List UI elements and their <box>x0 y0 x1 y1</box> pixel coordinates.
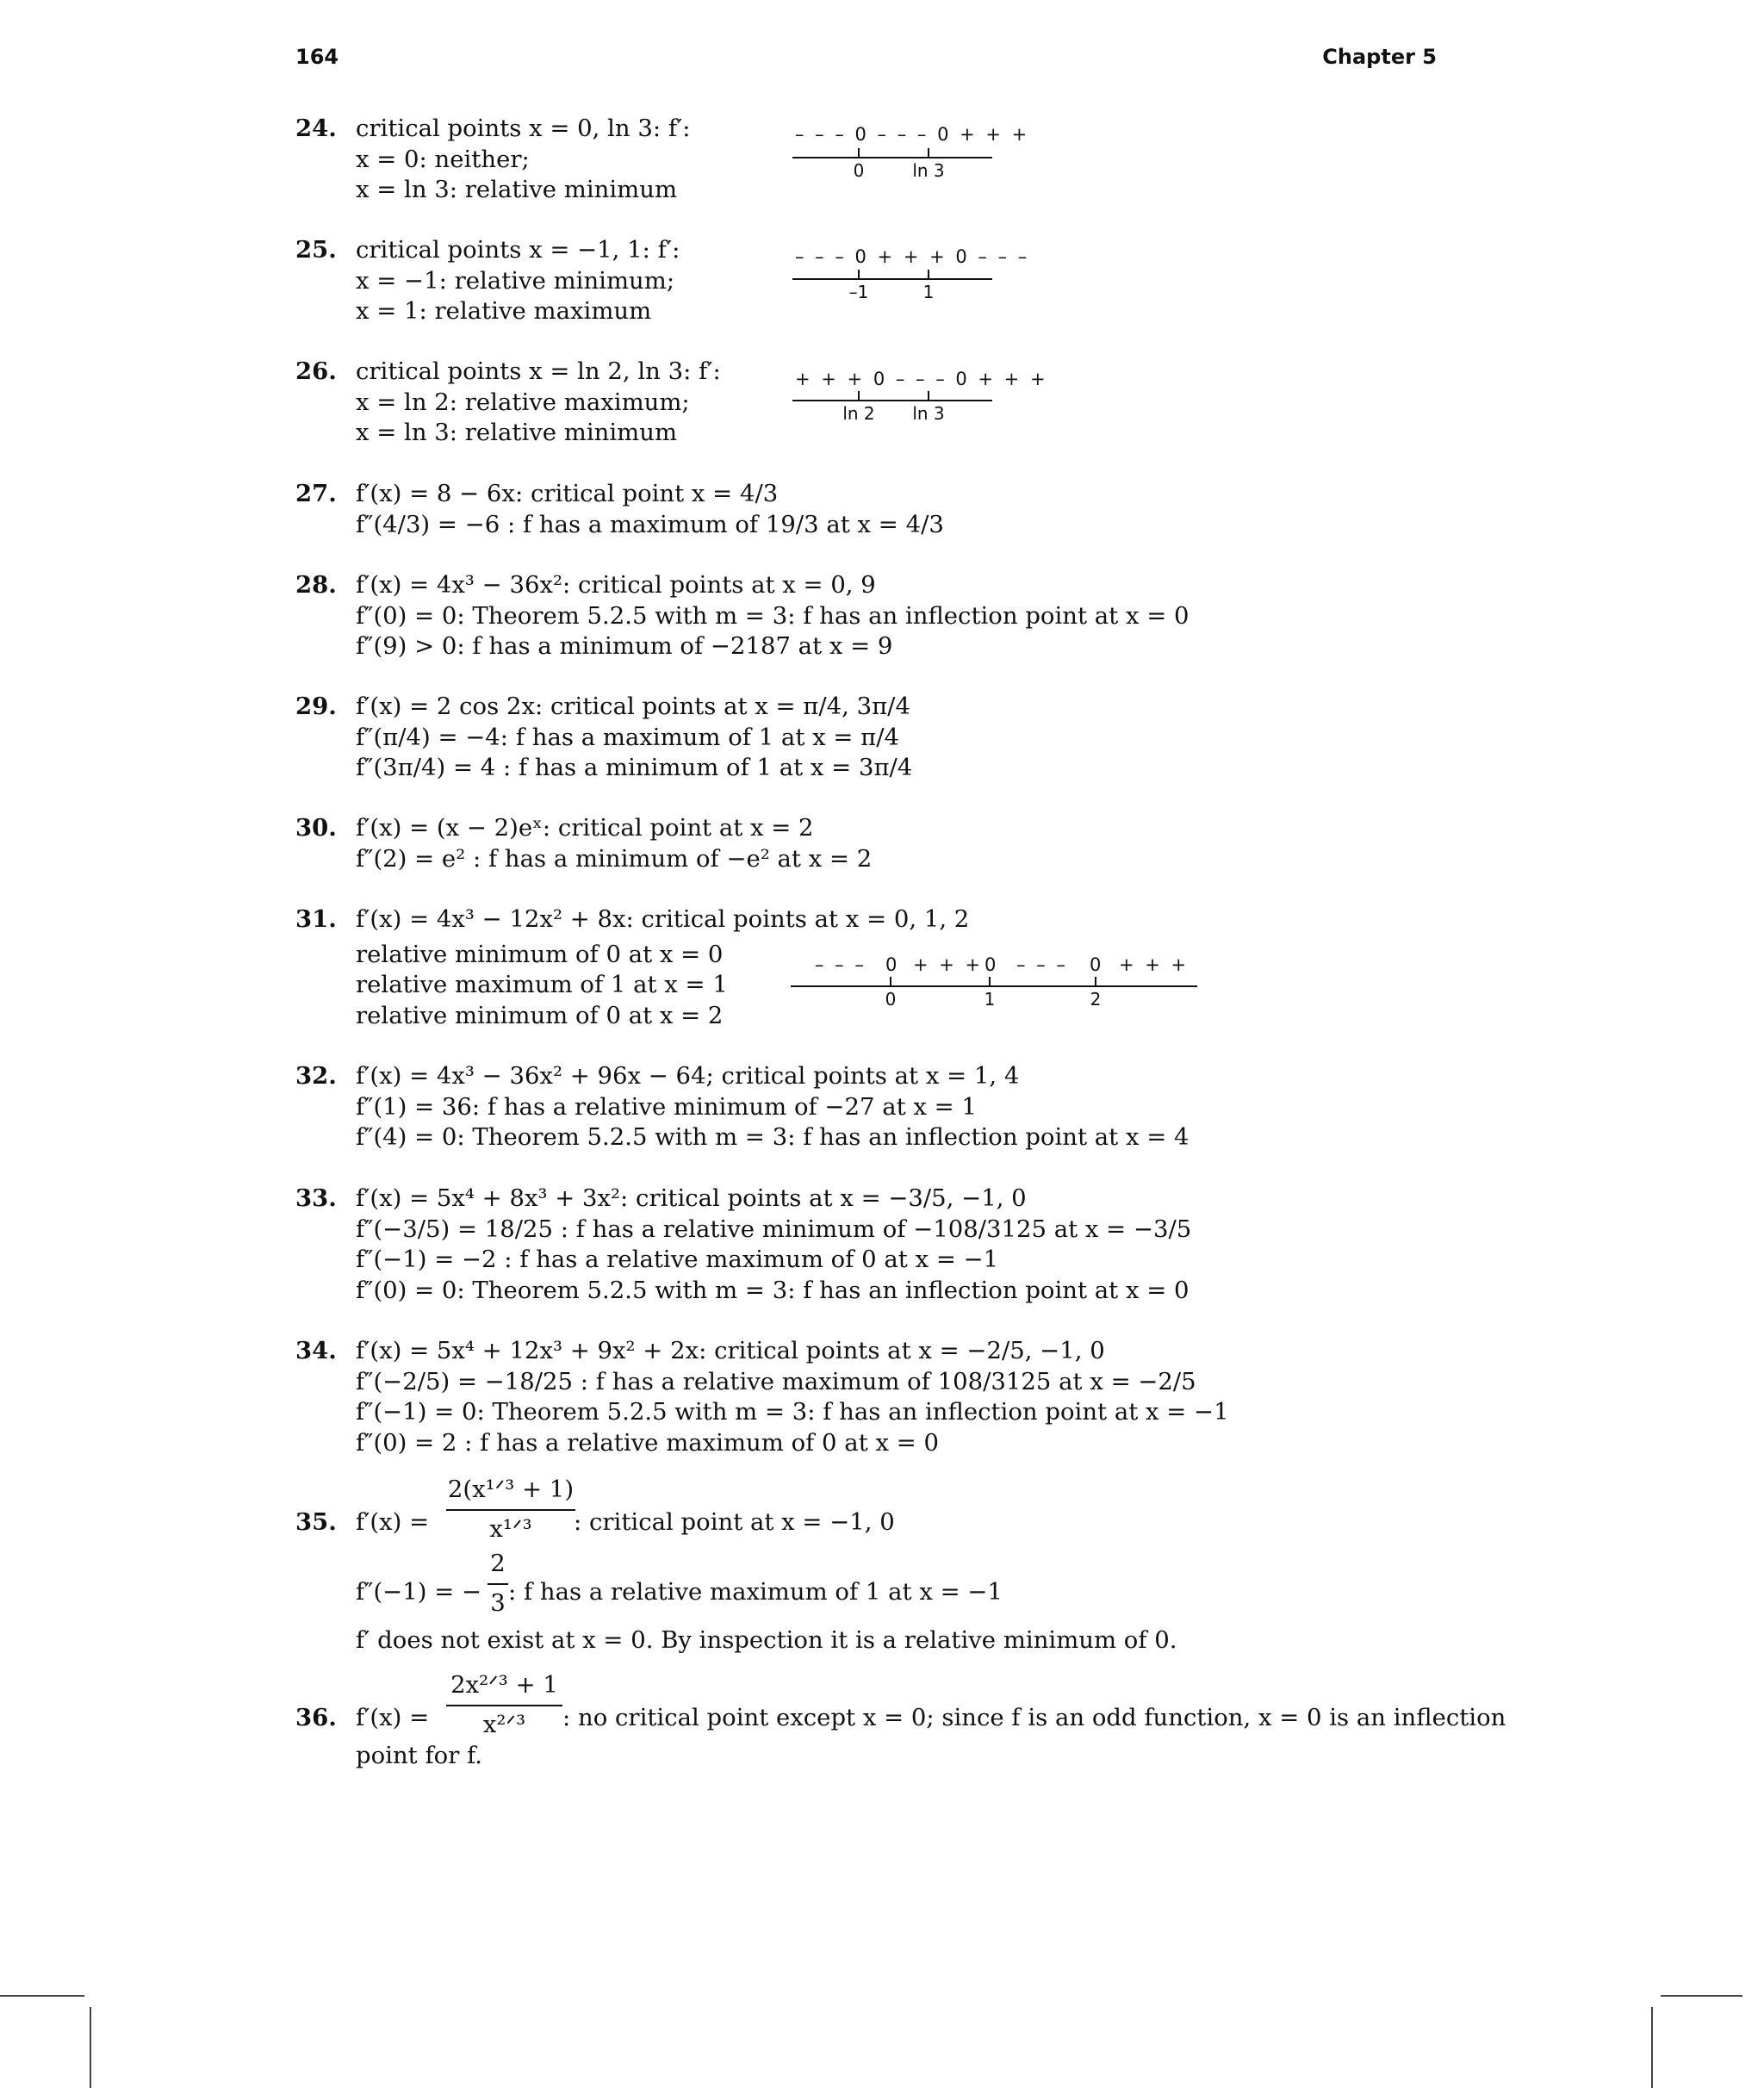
number-line <box>792 400 992 401</box>
problem-number: 28. <box>295 571 337 599</box>
tick-label: ln 3 <box>912 160 945 181</box>
problem-text <box>356 235 680 327</box>
problem-line: f′(x) = 4x³ − 36x² + 96x − 64; critical points at x = 1, 4 <box>356 1062 1020 1090</box>
problem-line: f′(x) = (x − 2)eˣ: critical point at x = 2 <box>356 814 814 842</box>
problem-line: f″(4) = 0: Theorem 5.2.5 with m = 3: f has an inflection point at x = 4 <box>356 1123 1189 1151</box>
page-header <box>295 45 1437 79</box>
problem-line: f″(−3/5) = 18/25 : f has a relative minimum of −108/3125 at x = −3/5 <box>356 1215 1192 1243</box>
problem-number: 26. <box>295 357 337 385</box>
tick-mark <box>989 977 991 987</box>
fraction-bar <box>446 1509 575 1511</box>
fraction-bar <box>446 1705 562 1706</box>
fraction-denominator: x²ᐟ³ <box>482 1710 526 1738</box>
problem-line: relative maximum of 1 at x = 1 <box>356 971 728 998</box>
tick-label: 1 <box>984 989 996 1010</box>
problem-text <box>356 114 691 206</box>
problem-line: : f has a relative maximum of 1 at x = −1 <box>508 1578 1003 1606</box>
problem-number: 25. <box>295 236 337 264</box>
problem-line: f′(x) = 8 − 6x: critical point x = 4/3 <box>356 480 779 507</box>
problem-number: 31. <box>295 905 337 933</box>
problem-text <box>356 813 872 874</box>
problem-line: : critical point at x = −1, 0 <box>574 1508 895 1536</box>
problem-line: f′(x) = 5x⁴ + 12x³ + 9x² + 2x: critical points at x = −2/5, −1, 0 <box>356 1337 1105 1364</box>
problem-line: relative minimum of 0 at x = 0 <box>356 940 724 968</box>
problem-line: f″(1) = 36: f has a relative minimum of −27 at x = 1 <box>356 1092 977 1121</box>
problem-number: 34. <box>295 1337 337 1364</box>
tick-mark <box>858 391 860 401</box>
fraction-denominator: x¹ᐟ³ <box>489 1514 532 1543</box>
problem-line: x = ln 3: relative minimum <box>356 419 678 446</box>
fraction-numerator: 2x²ᐟ³ + 1 <box>450 1671 558 1699</box>
sign-chart-25 <box>792 243 1030 303</box>
tick-label: 0 <box>885 989 897 1010</box>
crop-mark <box>90 2007 91 2088</box>
problem-number: 33. <box>295 1184 337 1212</box>
problem-line: f″(9) > 0: f has a minimum of −2187 at x = 9 <box>356 632 893 660</box>
page-number: 164 <box>295 45 339 69</box>
derivative-lhs: f′(x) = <box>356 1508 430 1536</box>
fraction <box>446 1475 575 1544</box>
crop-mark <box>0 1995 84 1997</box>
problem-line: x = 0: neither; <box>356 145 530 173</box>
tick-label: –1 <box>848 282 869 302</box>
problem-line: f″(0) = 0: Theorem 5.2.5 with m = 3: f has an inflection point at x = 0 <box>356 601 1189 630</box>
fraction <box>488 1549 508 1619</box>
problem-line: f″(−2/5) = −18/25 : f has a relative maximum of 108/3125 at x = −2/5 <box>356 1367 1196 1395</box>
problem-line: f′(x) = 4x³ − 12x² + 8x: critical points at x = 0, 1, 2 <box>356 905 970 933</box>
problem-line: critical points x = −1, 1: f′: <box>356 236 680 264</box>
problem-number: 32. <box>295 1062 337 1090</box>
tick-label: 2 <box>1090 989 1102 1010</box>
sign-pattern: + + + <box>913 954 984 975</box>
problem-number: 24. <box>295 115 337 142</box>
problem-number: 30. <box>295 814 337 842</box>
fraction <box>446 1670 562 1740</box>
sign-pattern: 0 <box>885 954 900 975</box>
sign-pattern: – – – <box>815 954 866 975</box>
tick-mark <box>928 148 929 158</box>
crop-mark <box>1661 1995 1742 1997</box>
problem-text <box>356 357 721 449</box>
problem-line: critical points x = 0, ln 3: f′: <box>356 115 691 142</box>
number-line <box>792 157 992 158</box>
problem-line: x = ln 2: relative maximum; <box>356 388 690 416</box>
fraction-numerator: 2(x¹ᐟ³ + 1) <box>447 1476 575 1503</box>
sign-chart-26 <box>792 365 1048 426</box>
problem-text <box>356 479 944 540</box>
problem-text <box>356 1336 1229 1458</box>
number-line <box>792 278 992 280</box>
problem-text <box>356 692 912 784</box>
sign-pattern: 0 <box>984 954 999 975</box>
tick-label: ln 2 <box>842 403 875 424</box>
problem-line: f″(4/3) = −6 : f has a maximum of 19/3 at x = 4/3 <box>356 510 944 538</box>
problem-line: x = 1: relative maximum <box>356 297 652 325</box>
second-derivative-lhs: f″(−1) = − <box>356 1578 482 1606</box>
tick-mark <box>1095 977 1096 987</box>
problem-number: 27. <box>295 480 337 507</box>
problem-line: : no critical point except x = 0; since f is an odd function, x = 0 is an inflection <box>562 1704 1506 1731</box>
tick-mark <box>858 148 860 158</box>
problem-number: 29. <box>295 693 337 720</box>
problem-line: f″(2) = e² : f has a minimum of −e² at x = 2 <box>356 844 873 873</box>
problem-line: f″(0) = 2 : f has a relative maximum of 0 at x = 0 <box>356 1428 940 1457</box>
sign-pattern: + + + <box>1119 954 1189 975</box>
sign-pattern: – – – 0 + + + 0 – – – <box>795 246 1030 267</box>
sign-chart-24 <box>792 121 1030 181</box>
problem-line: f″(0) = 0: Theorem 5.2.5 with m = 3: f has an inflection point at x = 0 <box>356 1276 1189 1304</box>
problem-line: critical points x = ln 2, ln 3: f′: <box>356 357 721 385</box>
number-line <box>791 985 1197 987</box>
problem-line: f′(x) = 4x³ − 36x²: critical points at x = 0, 9 <box>356 571 876 599</box>
problem-line: relative minimum of 0 at x = 2 <box>356 1001 724 1029</box>
problem-line: f′ does not exist at x = 0. By inspection it is a relative minimum of 0. <box>356 1626 1177 1654</box>
problem-text <box>356 1184 1191 1306</box>
tick-mark <box>928 270 929 280</box>
tick-label: 1 <box>922 282 935 302</box>
tick-label: 0 <box>853 160 865 181</box>
problem-line: x = −1: relative minimum; <box>356 266 675 295</box>
derivative-lhs: f′(x) = <box>356 1704 430 1731</box>
problem-number: 36. <box>295 1704 337 1731</box>
tick-mark <box>928 391 929 401</box>
crop-mark <box>1651 2007 1653 2088</box>
problem-35 <box>295 1476 1441 1662</box>
problem-line: f′(x) = 2 cos 2x: critical points at x = π/4, 3π/4 <box>356 693 910 720</box>
sign-chart-31 <box>791 953 1197 1013</box>
problem-line: f″(−1) = −2 : f has a relative maximum of 0 at x = −1 <box>356 1246 999 1273</box>
fraction-numerator: 2 <box>490 1550 506 1577</box>
problem-line: f″(π/4) = −4: f has a maximum of 1 at x = π/4 <box>356 723 899 751</box>
problem-line: x = ln 3: relative minimum <box>356 176 678 203</box>
problem-text <box>356 1061 1189 1153</box>
problem-36 <box>295 1671 1506 1772</box>
chapter-label: Chapter 5 <box>1322 45 1437 69</box>
sign-pattern: – – – 0 – – – 0 + + + <box>795 124 1030 145</box>
problem-number: 35. <box>295 1508 337 1536</box>
fraction-bar <box>488 1583 508 1585</box>
problem-line: f″(−1) = 0: Theorem 5.2.5 with m = 3: f has an inflection point at x = −1 <box>356 1398 1229 1426</box>
sign-pattern: 0 <box>1090 954 1104 975</box>
problem-line: point for f. <box>356 1742 483 1769</box>
tick-label: ln 3 <box>912 403 945 424</box>
sign-pattern: + + + 0 – – – 0 + + + <box>795 369 1048 389</box>
fraction-denominator: 3 <box>490 1588 506 1617</box>
tick-mark <box>890 977 891 987</box>
problem-text <box>356 570 1189 662</box>
tick-mark <box>858 270 860 280</box>
problem-line: f′(x) = 5x⁴ + 8x³ + 3x²: critical points at x = −3/5, −1, 0 <box>356 1184 1027 1212</box>
sign-pattern: – – – <box>1016 954 1068 975</box>
problem-line: f″(3π/4) = 4 : f has a minimum of 1 at x = 3π/4 <box>356 754 913 781</box>
